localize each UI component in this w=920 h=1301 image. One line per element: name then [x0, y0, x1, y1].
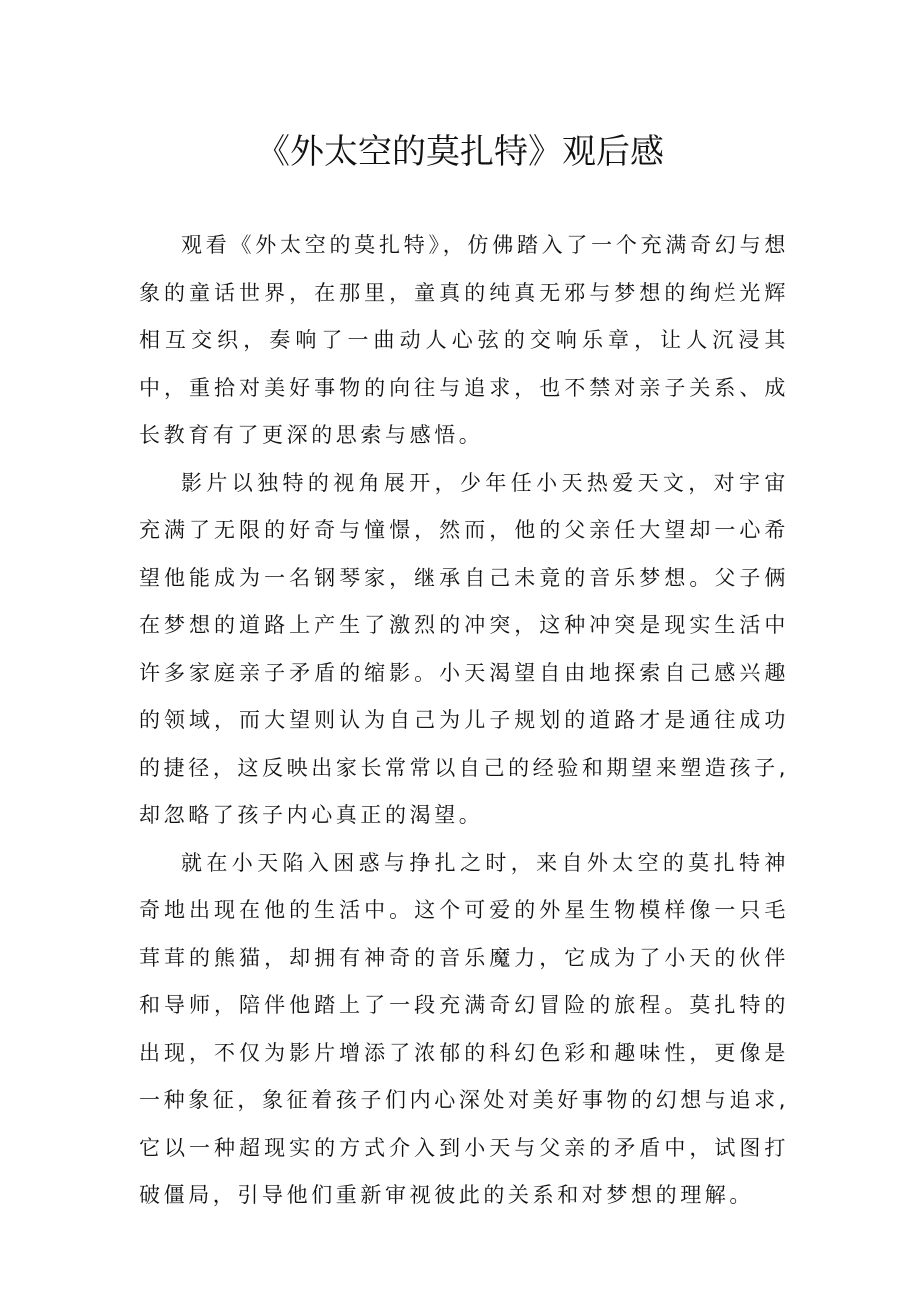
paragraph-3: 就在小天陷入困惑与挣扎之时，来自外太空的莫扎特神奇地出现在他的生活中。这个可爱的外星生物模样像一只毛茸茸的熊猫，却拥有神奇的音乐魔力，它成为了小天的伙伴和导师，陪伴他踏上了一段充满奇幻冒险的旅程。莫扎特的出现，不仅为影片增添了浓郁的科幻色彩和趣味性，更像是一种象征，象征着孩子们内心深处对美好事物的幻想与追求,它以一种超现实的方式介入到小天与父亲的矛盾中，试图打破僵局，引导他们重新审视彼此的关系和对梦想的理解。	[139, 850, 789, 1207]
paragraph-2: 影片以独特的视角展开，少年任小天热爱天文，对宇宙充满了无限的好奇与憧憬，然而，他的父亲任大望却一心希望他能成为一名钢琴家，继承自己未竟的音乐梦想。父子俩在梦想的道路上产生了激烈的冲突，这种冲突是现实生活中许多家庭亲子矛盾的缩影。小天渴望自由地探索自己感兴趣的领域，而大望则认为自己为儿子规划的道路才是通往成功的捷径，这反映出家长常常以自己的经验和期望来塑造孩子,却忽略了孩子内心真正的渴望。	[139, 470, 789, 827]
document-title: 《外太空的莫扎特》观后感	[256, 132, 664, 172]
paragraph-1: 观看《外太空的莫扎特》，仿佛踏入了一个充满奇幻与想象的童话世界，在那里，童真的纯真无邪与梦想的绚烂光辉相互交织，奏响了一曲动人心弦的交响乐章，让人沉浸其中，重拾对美好事物的向往与追求，也不禁对亲子关系、成长教育有了更深的思索与感悟。	[139, 233, 789, 447]
document-body	[139, 222, 789, 1220]
